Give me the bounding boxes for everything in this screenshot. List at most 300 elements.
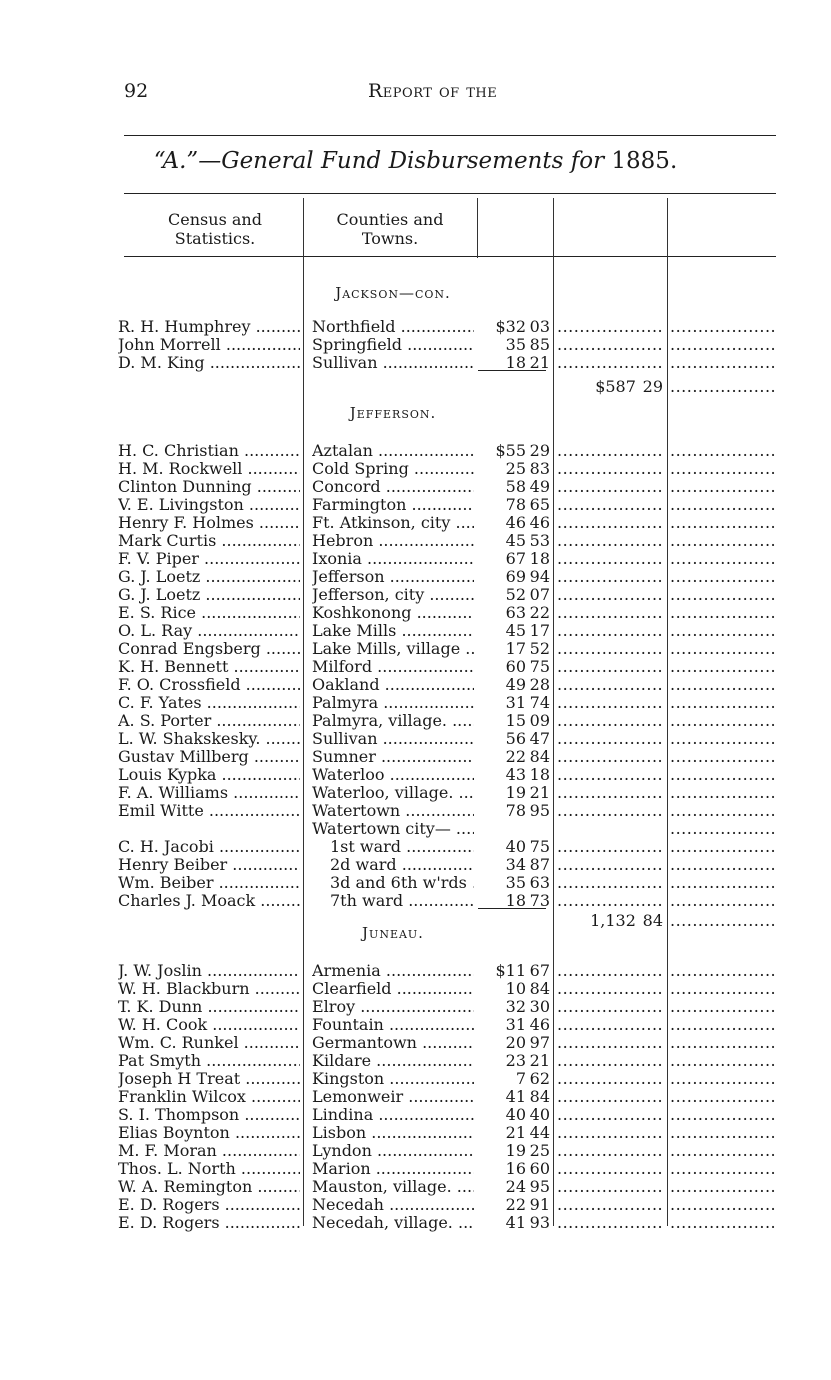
leader-dots bbox=[557, 1214, 663, 1232]
census-name: S. I. Thompson ..... bbox=[118, 1106, 300, 1124]
table-row bbox=[0, 1034, 831, 1052]
amount-dollars: 7 bbox=[515, 1069, 526, 1088]
census-name: Louis Kypka ..... bbox=[118, 766, 300, 784]
town-name: Sumner ..... bbox=[312, 748, 474, 766]
town-name: Waterloo, village. ..... bbox=[312, 784, 474, 802]
leader-dots bbox=[670, 874, 776, 892]
amount bbox=[480, 640, 550, 658]
census-name: H. M. Rockwell ..... bbox=[118, 460, 300, 478]
leader-dots bbox=[557, 838, 663, 856]
amount-cents: 46 bbox=[529, 1015, 550, 1034]
amount-dollars: 40 bbox=[505, 1105, 526, 1124]
amount-dollars: 19 bbox=[505, 783, 526, 802]
table-row bbox=[0, 838, 831, 856]
census-name: C. H. Jacobi ..... bbox=[118, 838, 300, 856]
amount bbox=[480, 694, 550, 712]
amount bbox=[480, 980, 550, 998]
column-header-towns: Counties and Towns. bbox=[336, 210, 444, 248]
amount bbox=[480, 532, 550, 550]
leader-dots bbox=[557, 962, 663, 980]
amount bbox=[480, 496, 550, 514]
town-name: Ixonia ..... bbox=[312, 550, 474, 568]
leader-dots bbox=[557, 478, 663, 496]
amount-dollars: 31 bbox=[505, 693, 526, 712]
town-name: Watertown city— ..... bbox=[312, 820, 474, 838]
table-row bbox=[0, 640, 831, 658]
amount-cents: 83 bbox=[529, 459, 550, 478]
amount bbox=[480, 550, 550, 568]
amount-dollars: 60 bbox=[505, 657, 526, 676]
town-name: Ft. Atkinson, city ..... bbox=[312, 514, 474, 532]
census-name: G. J. Loetz ..... bbox=[118, 586, 300, 604]
table-row bbox=[0, 1070, 831, 1088]
leader-dots bbox=[670, 496, 776, 514]
amount bbox=[480, 856, 550, 874]
table-row bbox=[0, 496, 831, 514]
table-row bbox=[0, 784, 831, 802]
leader-dots bbox=[557, 1196, 663, 1214]
amount bbox=[480, 1214, 550, 1232]
leader-dots bbox=[670, 892, 776, 910]
subtotal-rule bbox=[478, 908, 546, 909]
census-name: G. J. Loetz ..... bbox=[118, 568, 300, 586]
amount bbox=[480, 802, 550, 820]
town-name: Lake Mills ..... bbox=[312, 622, 474, 640]
town-name: Lake Mills, village ..... bbox=[312, 640, 474, 658]
amount-cents: 60 bbox=[529, 1159, 550, 1178]
subtotal-amount bbox=[557, 378, 663, 396]
leader-dots bbox=[670, 586, 776, 604]
amount bbox=[480, 336, 550, 354]
section-title: Jackson—con. bbox=[335, 284, 451, 302]
town-name: Lemonweir ..... bbox=[312, 1088, 474, 1106]
census-name: F. V. Piper ..... bbox=[118, 550, 300, 568]
table-row bbox=[0, 1124, 831, 1142]
leader-dots bbox=[670, 694, 776, 712]
leader-dots bbox=[557, 1016, 663, 1034]
census-name: Charles J. Moack ..... bbox=[118, 892, 300, 910]
amount-dollars: 19 bbox=[505, 1141, 526, 1160]
leader-dots bbox=[557, 568, 663, 586]
amount-dollars: 24 bbox=[505, 1177, 526, 1196]
leader-dots bbox=[557, 640, 663, 658]
amount-cents: 84 bbox=[529, 979, 550, 998]
amount-cents: 09 bbox=[529, 711, 550, 730]
table-title bbox=[0, 148, 831, 174]
amount-dollars: 45 bbox=[505, 531, 526, 550]
amount bbox=[480, 766, 550, 784]
amount-dollars: 18 bbox=[505, 891, 526, 910]
town-name: Lindina ..... bbox=[312, 1106, 474, 1124]
amount bbox=[480, 1178, 550, 1196]
amount-dollars: 45 bbox=[505, 621, 526, 640]
table-row bbox=[0, 892, 831, 910]
leader-dots bbox=[670, 784, 776, 802]
table-row bbox=[0, 712, 831, 730]
leader-dots bbox=[670, 1124, 776, 1142]
census-name: T. K. Dunn ..... bbox=[118, 998, 300, 1016]
table-row bbox=[0, 1052, 831, 1070]
table-row bbox=[0, 586, 831, 604]
leader-dots bbox=[670, 1178, 776, 1196]
leader-dots bbox=[670, 1214, 776, 1232]
amount-cents: 97 bbox=[529, 1033, 550, 1052]
census-name: F. A. Williams ..... bbox=[118, 784, 300, 802]
table-row bbox=[0, 478, 831, 496]
town-name: Mauston, village. ..... bbox=[312, 1178, 474, 1196]
amount-dollars: 34 bbox=[505, 855, 526, 874]
amount-cents: 85 bbox=[529, 335, 550, 354]
town-name: Marion ..... bbox=[312, 1160, 474, 1178]
table-row bbox=[0, 1106, 831, 1124]
amount-cents: 46 bbox=[529, 513, 550, 532]
amount-dollars: 41 bbox=[505, 1213, 526, 1232]
amount-cents: 18 bbox=[529, 765, 550, 784]
census-name: Henry Beiber ..... bbox=[118, 856, 300, 874]
census-name: C. F. Yates ..... bbox=[118, 694, 300, 712]
census-name: J. W. Joslin ..... bbox=[118, 962, 300, 980]
amount-dollars: 10 bbox=[505, 979, 526, 998]
town-name: Sullivan ..... bbox=[312, 730, 474, 748]
census-name: Thos. L. North ..... bbox=[118, 1160, 300, 1178]
leader-dots bbox=[670, 640, 776, 658]
leader-dots bbox=[670, 1070, 776, 1088]
census-name: M. F. Moran ..... bbox=[118, 1142, 300, 1160]
amount-cents: 17 bbox=[529, 621, 550, 640]
leader-dots bbox=[557, 1106, 663, 1124]
amount-cents: 49 bbox=[529, 477, 550, 496]
amount-cents: 74 bbox=[529, 693, 550, 712]
amount bbox=[480, 998, 550, 1016]
amount-cents: 87 bbox=[529, 855, 550, 874]
amount-dollars: 25 bbox=[505, 459, 526, 478]
leader-dots bbox=[670, 730, 776, 748]
town-name: Lyndon ..... bbox=[312, 1142, 474, 1160]
amount bbox=[480, 962, 550, 980]
table-row bbox=[0, 354, 831, 372]
amount-dollars: 78 bbox=[505, 495, 526, 514]
leader-dots bbox=[557, 354, 663, 372]
amount-cents: 30 bbox=[529, 997, 550, 1016]
subtotal-cents: 84 bbox=[642, 911, 663, 930]
section-title: Juneau. bbox=[362, 924, 424, 942]
amount bbox=[480, 1142, 550, 1160]
amount bbox=[480, 442, 550, 460]
amount-cents: 67 bbox=[529, 961, 550, 980]
amount-cents: 62 bbox=[529, 1069, 550, 1088]
amount bbox=[480, 586, 550, 604]
table-row bbox=[0, 730, 831, 748]
subtotal-cents: 29 bbox=[642, 377, 663, 396]
amount-dollars: 15 bbox=[505, 711, 526, 730]
leader-dots bbox=[557, 784, 663, 802]
amount-dollars: 31 bbox=[505, 1015, 526, 1034]
leader-dots bbox=[557, 658, 663, 676]
town-name: Waterloo ..... bbox=[312, 766, 474, 784]
amount-cents: 84 bbox=[529, 1087, 550, 1106]
leader-dots bbox=[670, 1034, 776, 1052]
census-name: D. M. King ..... bbox=[118, 354, 300, 372]
census-name: Mark Curtis ..... bbox=[118, 532, 300, 550]
amount-dollars: 23 bbox=[505, 1051, 526, 1070]
census-name: Pat Smyth ..... bbox=[118, 1052, 300, 1070]
leader-dots bbox=[557, 1034, 663, 1052]
census-name: E. D. Rogers ..... bbox=[118, 1214, 300, 1232]
table-row bbox=[0, 442, 831, 460]
town-name: Jefferson ..... bbox=[312, 568, 474, 586]
census-name: F. O. Crossfield ..... bbox=[118, 676, 300, 694]
town-name: Germantown ..... bbox=[312, 1034, 474, 1052]
census-name: Elias Boynton ..... bbox=[118, 1124, 300, 1142]
table-row bbox=[0, 802, 831, 820]
amount-dollars: $11 bbox=[495, 961, 526, 980]
town-name: Clearfield ..... bbox=[312, 980, 474, 998]
amount-dollars: 16 bbox=[505, 1159, 526, 1178]
amount bbox=[480, 514, 550, 532]
running-head bbox=[368, 80, 497, 102]
leader-dots bbox=[557, 550, 663, 568]
census-name: R. H. Humphrey ..... bbox=[118, 318, 300, 336]
subtotal-rule bbox=[478, 370, 546, 371]
town-name: Concord ..... bbox=[312, 478, 474, 496]
amount bbox=[480, 1124, 550, 1142]
amount-dollars: 35 bbox=[505, 873, 526, 892]
amount-dollars: 17 bbox=[505, 639, 526, 658]
leader-dots bbox=[557, 748, 663, 766]
amount-cents: 75 bbox=[529, 657, 550, 676]
amount-dollars: 52 bbox=[505, 585, 526, 604]
amount-dollars: 43 bbox=[505, 765, 526, 784]
leader-dots bbox=[557, 1088, 663, 1106]
amount bbox=[480, 1016, 550, 1034]
leader-dots bbox=[557, 856, 663, 874]
amount-dollars: $55 bbox=[495, 441, 526, 460]
amount bbox=[480, 658, 550, 676]
amount-dollars: 41 bbox=[505, 1087, 526, 1106]
town-name: Sullivan ..... bbox=[312, 354, 474, 372]
leader-dots bbox=[670, 318, 776, 336]
census-name: E. D. Rogers ..... bbox=[118, 1196, 300, 1214]
leader-dots bbox=[557, 318, 663, 336]
table-row bbox=[0, 962, 831, 980]
town-name: Palmyra ..... bbox=[312, 694, 474, 712]
town-name: Hebron ..... bbox=[312, 532, 474, 550]
leader-dots bbox=[557, 874, 663, 892]
table-title-year: 1885. bbox=[611, 148, 678, 174]
amount-cents: 52 bbox=[529, 639, 550, 658]
town-name: Watertown ..... bbox=[312, 802, 474, 820]
table-row bbox=[0, 460, 831, 478]
leader-dots bbox=[557, 676, 663, 694]
town-name: Cold Spring ..... bbox=[312, 460, 474, 478]
amount-dollars: 40 bbox=[505, 837, 526, 856]
table-row bbox=[0, 532, 831, 550]
leader-dots bbox=[557, 532, 663, 550]
leader-dots bbox=[557, 496, 663, 514]
amount-cents: 21 bbox=[529, 1051, 550, 1070]
census-name: Franklin Wilcox ..... bbox=[118, 1088, 300, 1106]
census-name: Joseph H Treat ..... bbox=[118, 1070, 300, 1088]
leader-dots bbox=[670, 748, 776, 766]
amount-dollars: 67 bbox=[505, 549, 526, 568]
amount-cents: 25 bbox=[529, 1141, 550, 1160]
leader-dots bbox=[670, 912, 776, 930]
leader-dots bbox=[670, 1052, 776, 1070]
table-row bbox=[0, 568, 831, 586]
census-name: V. E. Livingston ..... bbox=[118, 496, 300, 514]
table-row bbox=[0, 1196, 831, 1214]
leader-dots bbox=[557, 712, 663, 730]
amount bbox=[480, 676, 550, 694]
leader-dots bbox=[670, 1160, 776, 1178]
amount-dollars: 35 bbox=[505, 335, 526, 354]
census-name: Clinton Dunning ..... bbox=[118, 478, 300, 496]
amount-dollars: 78 bbox=[505, 801, 526, 820]
table-row bbox=[0, 676, 831, 694]
town-name: Necedah, village. ..... bbox=[312, 1214, 474, 1232]
amount-dollars: 63 bbox=[505, 603, 526, 622]
leader-dots bbox=[670, 378, 776, 396]
leader-dots bbox=[670, 820, 776, 838]
subtotal-row bbox=[0, 378, 831, 396]
leader-dots bbox=[557, 336, 663, 354]
amount-cents: 29 bbox=[529, 441, 550, 460]
leader-dots bbox=[670, 1142, 776, 1160]
amount-dollars: 18 bbox=[505, 353, 526, 372]
leader-dots bbox=[557, 730, 663, 748]
amount bbox=[480, 1034, 550, 1052]
leader-dots bbox=[557, 460, 663, 478]
subtotal-dollars: 1,132 bbox=[590, 911, 641, 930]
subtotal-dollars: $587 bbox=[595, 377, 641, 396]
running-head-text: Report of the bbox=[368, 80, 498, 102]
amount-dollars: $32 bbox=[495, 317, 526, 336]
census-name: L. W. Shakskesky. ..... bbox=[118, 730, 300, 748]
amount-cents: 95 bbox=[529, 801, 550, 820]
amount bbox=[480, 478, 550, 496]
leader-dots bbox=[670, 532, 776, 550]
leader-dots bbox=[557, 694, 663, 712]
leader-dots bbox=[557, 802, 663, 820]
leader-dots bbox=[557, 1160, 663, 1178]
table-row bbox=[0, 694, 831, 712]
amount-cents: 07 bbox=[529, 585, 550, 604]
amount bbox=[480, 730, 550, 748]
town-name: Lisbon ..... bbox=[312, 1124, 474, 1142]
column-divider-2 bbox=[477, 198, 478, 258]
amount bbox=[480, 712, 550, 730]
amount-cents: 84 bbox=[529, 747, 550, 766]
leader-dots bbox=[670, 354, 776, 372]
leader-dots bbox=[670, 998, 776, 1016]
amount-cents: 95 bbox=[529, 1177, 550, 1196]
leader-dots bbox=[557, 766, 663, 784]
census-name: K. H. Bennett ..... bbox=[118, 658, 300, 676]
amount-dollars: 22 bbox=[505, 747, 526, 766]
subtotal-amount bbox=[557, 912, 663, 930]
table-row bbox=[0, 1178, 831, 1196]
leader-dots bbox=[670, 1196, 776, 1214]
leader-dots bbox=[557, 604, 663, 622]
amount-dollars: 46 bbox=[505, 513, 526, 532]
amount-cents: 75 bbox=[529, 837, 550, 856]
amount bbox=[480, 318, 550, 336]
census-name: Conrad Engsberg ..... bbox=[118, 640, 300, 658]
leader-dots bbox=[670, 980, 776, 998]
leader-dots bbox=[670, 856, 776, 874]
table-row bbox=[0, 1160, 831, 1178]
amount bbox=[480, 1052, 550, 1070]
amount bbox=[480, 784, 550, 802]
table-row bbox=[0, 658, 831, 676]
amount-cents: 18 bbox=[529, 549, 550, 568]
amount bbox=[480, 874, 550, 892]
table-row bbox=[0, 318, 831, 336]
leader-dots bbox=[670, 962, 776, 980]
amount-cents: 73 bbox=[529, 891, 550, 910]
amount-cents: 21 bbox=[529, 783, 550, 802]
census-name: Gustav Millberg ..... bbox=[118, 748, 300, 766]
amount bbox=[480, 1196, 550, 1214]
header-bottom-rule bbox=[124, 256, 776, 257]
table-row bbox=[0, 514, 831, 532]
leader-dots bbox=[557, 442, 663, 460]
amount bbox=[480, 622, 550, 640]
amount-dollars: 21 bbox=[505, 1123, 526, 1142]
amount-cents: 21 bbox=[529, 353, 550, 372]
table-row bbox=[0, 766, 831, 784]
amount-dollars: 58 bbox=[505, 477, 526, 496]
table-row bbox=[0, 820, 831, 838]
census-name: Emil Witte ..... bbox=[118, 802, 300, 820]
town-name: Palmyra, village. ..... bbox=[312, 712, 474, 730]
table-row bbox=[0, 336, 831, 354]
amount-cents: 40 bbox=[529, 1105, 550, 1124]
leader-dots bbox=[670, 442, 776, 460]
table-row bbox=[0, 1142, 831, 1160]
amount bbox=[480, 1070, 550, 1088]
town-name: Necedah ..... bbox=[312, 1196, 474, 1214]
census-name: W. H. Cook ..... bbox=[118, 1016, 300, 1034]
leader-dots bbox=[557, 1178, 663, 1196]
leader-dots bbox=[557, 1052, 663, 1070]
leader-dots bbox=[670, 604, 776, 622]
town-name: Farmington ..... bbox=[312, 496, 474, 514]
leader-dots bbox=[670, 766, 776, 784]
census-name: W. A. Remington ..... bbox=[118, 1178, 300, 1196]
census-name: H. C. Christian ..... bbox=[118, 442, 300, 460]
town-name: 2d ward ..... bbox=[330, 856, 474, 874]
amount bbox=[480, 568, 550, 586]
leader-dots bbox=[670, 336, 776, 354]
town-name: 3d and 6th w'rds ..... bbox=[330, 874, 474, 892]
town-name: Oakland ..... bbox=[312, 676, 474, 694]
census-name: A. S. Porter ..... bbox=[118, 712, 300, 730]
town-name: Aztalan ..... bbox=[312, 442, 474, 460]
amount-dollars: 32 bbox=[505, 997, 526, 1016]
leader-dots bbox=[670, 838, 776, 856]
leader-dots bbox=[557, 1142, 663, 1160]
amount-dollars: 56 bbox=[505, 729, 526, 748]
leader-dots bbox=[670, 514, 776, 532]
town-name: Jefferson, city ..... bbox=[312, 586, 474, 604]
leader-dots bbox=[670, 802, 776, 820]
leader-dots bbox=[557, 622, 663, 640]
leader-dots bbox=[670, 658, 776, 676]
census-name: John Morrell ..... bbox=[118, 336, 300, 354]
amount-cents: 47 bbox=[529, 729, 550, 748]
amount-cents: 94 bbox=[529, 567, 550, 586]
